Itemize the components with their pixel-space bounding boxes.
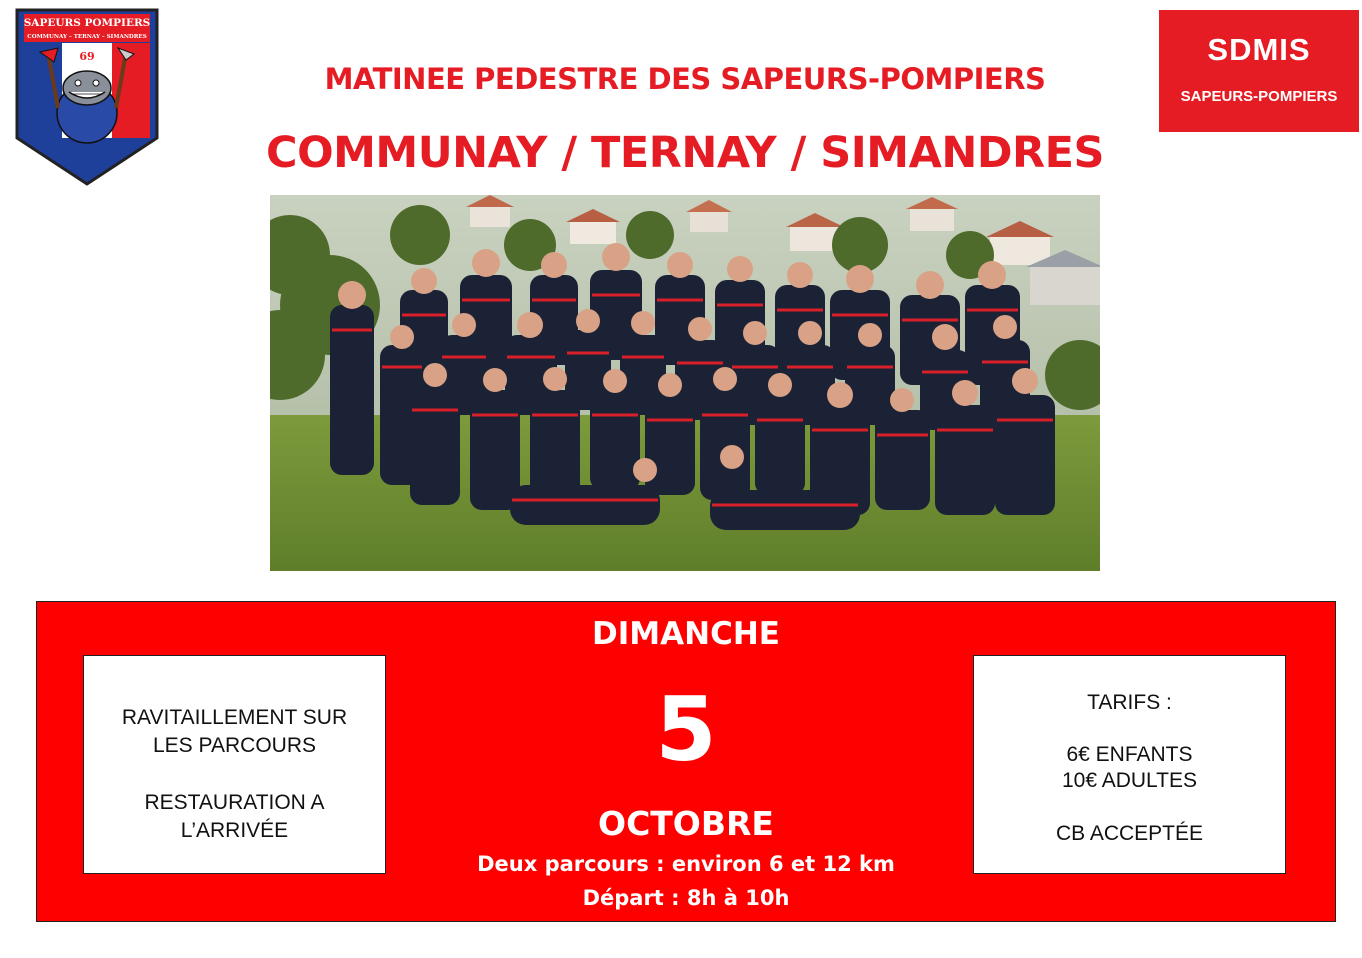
crest-banner: SAPEURS POMPIERS: [23, 17, 151, 29]
price-children: 6€ ENFANTS: [1066, 743, 1193, 766]
refreshments-box: [83, 655, 386, 874]
event-departure: Départ : 8h à 10h: [582, 886, 790, 910]
crest-towns: COMMUNAY – TERNAY – SIMANDRES: [27, 34, 147, 40]
event-day: DIMANCHE: [592, 616, 780, 652]
refreshments-line-2: LES PARCOURS: [153, 734, 316, 757]
refreshments-line-1: RAVITAILLEMENT SUR: [121, 706, 348, 729]
restaurant-line-2: L’ARRIVÉE: [180, 819, 289, 842]
firefighters-group-photo: [270, 195, 1100, 571]
crest-number: 69: [79, 50, 95, 63]
pricing-box: [973, 655, 1286, 874]
pricing-title: TARIFS :: [1087, 691, 1172, 714]
sdmis-logo-name: SDMIS: [1207, 32, 1311, 67]
restaurant-line-1: RESTAURATION A: [144, 791, 325, 814]
sdmis-logo-subtitle: SAPEURS-POMPIERS: [1180, 88, 1338, 105]
event-month: OCTOBRE: [598, 804, 774, 843]
event-title: MATINEE PEDESTRE DES SAPEURS-POMPIERS: [324, 62, 1046, 96]
event-routes: Deux parcours : environ 6 et 12 km: [477, 852, 895, 876]
payment-info: CB ACCEPTÉE: [1055, 822, 1204, 845]
price-adults: 10€ ADULTES: [1061, 769, 1197, 792]
event-towns: COMMUNAY / TERNAY / SIMANDRES: [266, 128, 1104, 178]
event-date-number: 5: [655, 678, 717, 781]
